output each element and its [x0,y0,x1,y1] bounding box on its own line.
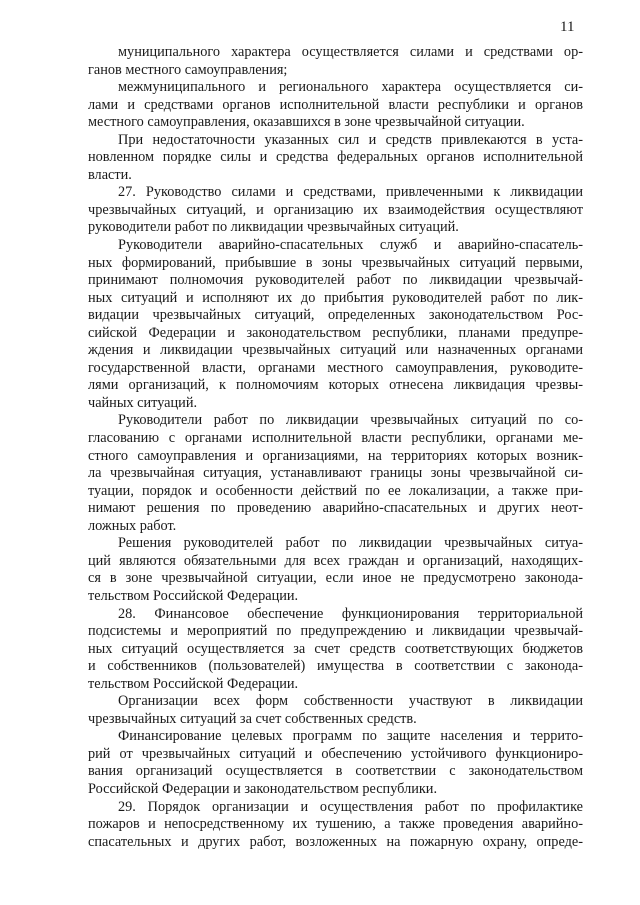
paragraph [88,606,583,694]
text-line: ных формирований, прибывшие в зоны чрезвычайных ситуаций первыми, [88,254,583,271]
text-line: лями организаций, к полномочиям которых отнесена ликвидация чрезвы- [88,377,583,394]
text-line: рий от чрезвычайных ситуаций и обеспечению устойчивого функциониро- [88,745,583,762]
text-line: туации, порядок и особенности действий по ее локализации, а также при- [88,482,583,499]
text-line: Российской Федерации и законодательством республики. [88,780,438,797]
text-line: ганов местного самоуправления; [88,61,288,78]
text-line: Руководители работ по ликвидации чрезвычайных ситуаций по со- [118,412,583,429]
paragraph [88,412,583,535]
text-line: новленном порядке силы и средства федеральных органов исполнительной [88,149,583,166]
text-line: принимают полномочия руководителей работ по ликвидации чрезвычай- [88,272,583,289]
body-text [88,44,583,851]
text-line: Финансирование целевых программ по защите населения и террито- [118,728,583,745]
text-line: Руководители аварийно-спасательных служб и аварийно-спасатель- [118,237,583,254]
text-line: ла чрезвычайная ситуация, устанавливают границы зоны чрезвычайной си- [88,465,583,482]
text-line: ся в зоне чрезвычайной ситуации, если иное не предусмотрено законода- [88,570,583,587]
text-line: стного самоуправления и организациями, на территориях которых возник- [88,447,583,464]
paragraph [88,79,583,132]
text-line: При недостаточности указанных сил и средств привлекаются в уста- [118,131,583,148]
paragraph [88,728,583,798]
text-line: государственной власти, органами местного самоуправления, руководите- [88,359,583,376]
paragraph [88,184,583,237]
text-line: руководители работ по ликвидации чрезвычайных ситуаций. [88,219,459,236]
text-line: пожаров и непосредственному их тушению, а также проведения аварийно- [88,816,583,833]
text-line: ных ситуаций и исполняют их до прибытия руководителей работ по лик- [88,289,583,306]
text-line: гласованию с органами исполнительной власти республики, органами ме- [88,430,583,447]
text-line: видации чрезвычайных ситуаций, определенных законодательством Рос- [88,307,583,324]
text-line: 27. Руководство силами и средствами, привлеченными к ликвидации [118,184,583,201]
paragraph [88,693,583,728]
page-number: 11 [560,19,575,35]
text-line: подсистемы и мероприятий по предупреждению и ликвидации чрезвычай- [88,623,583,640]
text-line: 29. Порядок организации и осуществления работ по профилактике [118,798,583,815]
text-line: нимают решения по проведению аварийно-спасательных и других неот- [88,500,583,517]
text-line: тельством Российской Федерации. [88,675,299,692]
text-line: спасательных и других работ, возложенных на пожарную охрану, опреде- [88,833,583,850]
paragraph [88,237,583,412]
text-line: 28. Финансовое обеспечение функционирования территориальной [118,605,583,622]
text-line: муниципального характера осуществляется силами и средствами ор- [118,44,583,60]
paragraph [88,44,583,79]
text-line: лами и средствами органов исполнительной власти республики и органов [88,96,583,113]
text-line: местного самоуправления, оказавшихся в зоне чрезвычайной ситуации. [88,114,525,131]
text-line: ных ситуаций осуществляется за счет средств соответствующих бюджетов [88,640,583,657]
text-line: чрезвычайных ситуаций за счет собственных средств. [88,710,417,727]
text-line: чрезвычайных ситуаций, и организацию их взаимодействия осуществляют [88,201,583,218]
text-line: и собственников (пользователей) имущества в соответствии с законода- [88,658,583,675]
text-line: тельством Российской Федерации. [88,587,299,604]
paragraph [88,799,583,852]
text-line: Решения руководителей работ по ликвидации чрезвычайных ситуа- [118,535,583,552]
text-line: власти. [88,166,132,183]
paragraph [88,535,583,605]
text-line: межмуниципального и регионального характера осуществляется си- [118,79,583,96]
text-line: ложных работ. [88,517,177,534]
text-line: Организации всех форм собственности участвуют в ликвидации [118,693,583,710]
text-line: чайных ситуаций. [88,394,198,411]
paragraph [88,132,583,185]
text-line: ций являются обязательными для всех граждан и организаций, находящих- [88,552,583,569]
text-line: сийской Федерации и законодательством республики, планами предупре- [88,324,583,341]
text-line: вания организаций осуществляется в соответствии с законодательством [88,763,583,780]
text-line: ждения и ликвидации чрезвычайных ситуаций или назначенных органами [88,342,583,359]
